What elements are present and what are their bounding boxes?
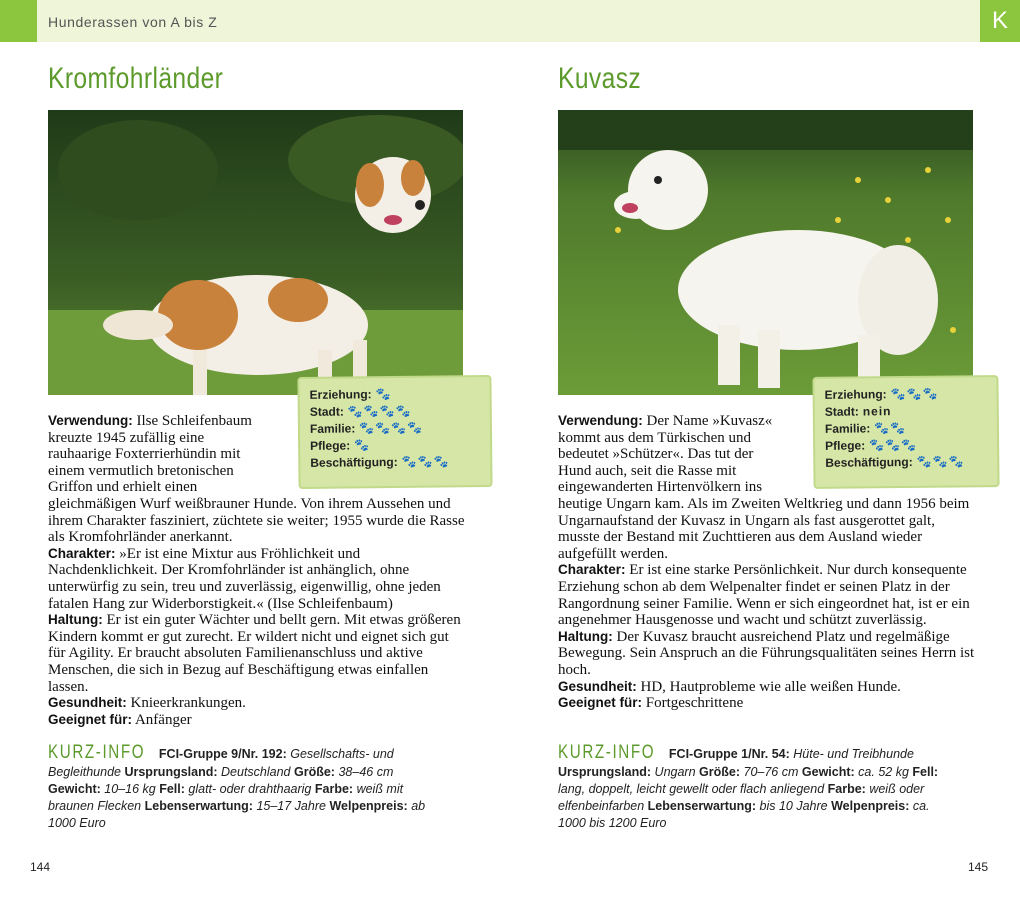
paw-icon: 🐾	[354, 438, 371, 453]
rating-erziehung: Erziehung: 🐾🐾🐾	[824, 386, 939, 402]
right-page	[558, 0, 1018, 897]
alphabet-tab: K	[980, 0, 1020, 42]
breed-description	[48, 413, 466, 728]
breed-title: Kromfohrländer	[48, 62, 224, 95]
kurz-info: KURZ-INFO FCI-Gruppe 9/Nr. 192: Gesellschafts- und Begleithunde Ursprungsland: Deutschland Größe: 38–46 cm Gewicht: 10–16 kg Fell: glatt- oder drahthaarig Farbe: weiß mit braunen Flecken Lebenserwartung: 15–17 Jahre Welpenpreis: ab 1000 Euro	[48, 742, 426, 830]
rating-beschaeftigung: Beschäftigung: 🐾🐾🐾	[825, 454, 965, 470]
header-tab-left	[0, 0, 37, 42]
paw-icon: 🐾🐾🐾🐾	[347, 403, 412, 419]
section-haltung: Haltung: Er ist ein guter Wächter und bellt gern. Mit etwas größeren Kindern kommt er gut zurecht. Er wildert nicht und eignet sich gut für Agility. Er braucht absoluten Familienanschluss und aktive Menschen, die sich in Bezug auf Beschäftigung etwas einfallen lassen.	[48, 612, 461, 695]
dog-photo-kuvasz	[558, 110, 973, 395]
paw-icon: 🐾🐾🐾	[890, 386, 939, 402]
paw-icon: 🐾🐾🐾	[401, 454, 450, 469]
section-title: Hunderassen von A bis Z	[48, 14, 218, 30]
rating-stadt: Stadt: nein	[824, 404, 892, 419]
section-gesundheit: Gesundheit: Knieerkrankungen.	[48, 695, 246, 712]
dog-photo-kromfohrlaender	[48, 110, 463, 395]
rating-pflege: Pflege: 🐾	[310, 438, 371, 453]
rating-familie: Familie: 🐾🐾🐾🐾	[309, 420, 424, 436]
breed-title: Kuvasz	[558, 62, 642, 95]
section-geeignet: Geeignet für: Fortgeschrittene	[558, 695, 744, 712]
paw-icon: 🐾🐾🐾🐾	[359, 420, 424, 436]
section-charakter: Charakter: Er ist eine starke Persönlichkeit. Nur durch konsequente Erziehung schon ab dem Welpenalter findet er seinen Platz in der Rangordnung seiner Familie. Wenn er sich eingeordnet hat, ist er ein angenehmer Hausgenosse und wacht und schützt zuverlässig.	[558, 562, 970, 629]
section-charakter: Charakter: »Er ist eine Mixtur aus Fröhlichkeit und Nachdenklichkeit. Der Kromfohrländer ist anhänglich, ohne unterwürfig zu sein, treu und zuverlässig, eigenwillig, ohne jeden fatalen Hang zur Widerborstigkeit.« (Ilse Schleifenbaum)	[48, 545, 441, 612]
paw-icon: 🐾🐾	[874, 420, 907, 436]
left-page	[48, 0, 508, 897]
section-haltung: Haltung: Der Kuvasz braucht ausreichend Platz und regelmäßige Bewegung. Sein Anspruch an die Führungsqualitäten seines Herrn ist hoch.	[558, 628, 975, 678]
kurz-info-heading: KURZ-INFO	[558, 742, 656, 763]
section-verwendung: Verwendung: Ilse Schleifenbaum kreuzte 1945 zufällig eine rauhaarige Foxterrierhündin mit einem vermutlich bretonischen Griffon und erhielt einen gleichmäßigen Wurf weißbrauner Hunde. Von ihrem Aussehen und ihrem Charakter fasziniert, züchtete sie weiter; 1955 wurde die Rasse als Kromfohrländer anerkannt.	[48, 413, 465, 546]
rating-erziehung: Erziehung: 🐾	[309, 387, 392, 402]
section-verwendung: Verwendung: Der Name »Kuvasz« kommt aus dem Türkischen und bedeutet »Schützer«. Das tut der Hund auch, seit die Rasse mit eingewanderten Hirtenvölkern ins heutige Ungarn kam. Als im Zweiten Weltkrieg und dann 1956 beim Ungarnaufstand der Kuvasz in Ungarn als fast ausgerottet galt, musste der Bestand mit Zuchttieren aus dem Ausland wieder aufgefüllt werden.	[558, 413, 970, 562]
section-gesundheit: Gesundheit: HD, Hautprobleme wie alle weißen Hunde.	[558, 678, 901, 695]
section-geeignet: Geeignet für: Anfänger	[48, 711, 192, 728]
rating-stadt: Stadt: 🐾🐾🐾🐾	[309, 403, 412, 419]
rating-beschaeftigung: Beschäftigung: 🐾🐾🐾	[310, 454, 450, 470]
rating-pflege: Pflege: 🐾🐾🐾	[825, 437, 918, 453]
page-number-left: 144	[30, 860, 51, 874]
rating-familie: Familie: 🐾🐾	[824, 420, 907, 436]
breed-description	[558, 413, 976, 712]
paw-icon: 🐾	[375, 387, 392, 402]
kurz-info: KURZ-INFO FCI-Gruppe 1/Nr. 54: Hüte- und Treibhunde Ursprungsland: Ungarn Größe: 70–76 cm Gewicht: ca. 52 kg Fell: lang, doppelt, leicht gewellt oder flach anliegend Farbe: weiß oder elfenbeinfarben Lebenserwartung: bis 10 Jahre Welpenpreis: ca. 1000 bis 1200 Euro	[558, 742, 939, 830]
kurz-info-heading: KURZ-INFO	[48, 742, 146, 763]
paw-icon: 🐾🐾🐾	[869, 437, 918, 453]
page-number-right: 145	[968, 860, 989, 874]
paw-icon: 🐾🐾🐾	[916, 454, 965, 469]
